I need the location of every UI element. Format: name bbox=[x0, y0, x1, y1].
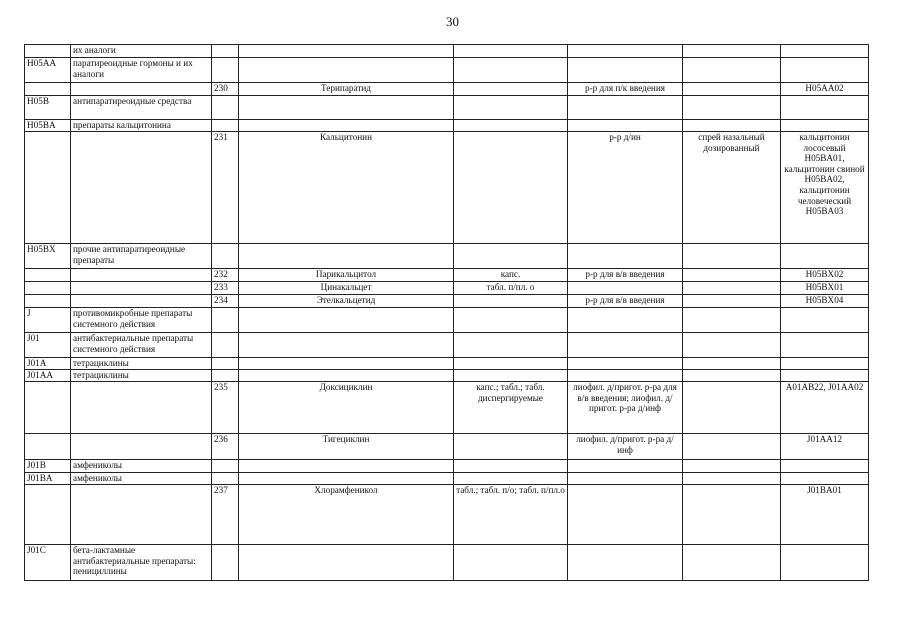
dosage-forms bbox=[454, 96, 568, 120]
atc-group-name: паратиреоидные гормоны и их аналоги bbox=[71, 58, 212, 83]
drug-name bbox=[239, 308, 454, 333]
injection-forms bbox=[568, 473, 683, 485]
atc-code bbox=[781, 244, 869, 269]
table-row bbox=[25, 358, 869, 370]
injection-forms: лиофил. д/пригот. р-ра для в/в введения; лиофил. д/пригот. р-ра д/инф bbox=[568, 382, 683, 434]
dosage-forms bbox=[454, 370, 568, 382]
drug-name bbox=[239, 333, 454, 358]
atc-group-code bbox=[25, 269, 71, 282]
item-number bbox=[212, 120, 239, 132]
item-number: 233 bbox=[212, 282, 239, 295]
drug-name bbox=[239, 120, 454, 132]
item-number: 235 bbox=[212, 382, 239, 434]
atc-code bbox=[781, 308, 869, 333]
injection-forms: р-р для в/в введения bbox=[568, 269, 683, 282]
atc-group-name bbox=[71, 132, 212, 244]
dosage-forms bbox=[454, 434, 568, 460]
atc-group-code: J bbox=[25, 308, 71, 333]
injection-forms bbox=[568, 96, 683, 120]
other-forms bbox=[683, 473, 781, 485]
item-number bbox=[212, 96, 239, 120]
item-number bbox=[212, 333, 239, 358]
atc-group-name bbox=[71, 485, 212, 545]
item-number bbox=[212, 308, 239, 333]
table-row bbox=[25, 545, 869, 581]
atc-group-code bbox=[25, 434, 71, 460]
injection-forms bbox=[568, 358, 683, 370]
drug-name: Цинакальцет bbox=[239, 282, 454, 295]
injection-forms bbox=[568, 282, 683, 295]
item-number bbox=[212, 473, 239, 485]
injection-forms bbox=[568, 460, 683, 473]
table-row bbox=[25, 83, 869, 96]
atc-group-name: прочие антипаратиреоидные препараты bbox=[71, 244, 212, 269]
atc-group-name: их аналоги bbox=[71, 45, 212, 58]
item-number: 232 bbox=[212, 269, 239, 282]
atc-group-code: J01 bbox=[25, 333, 71, 358]
other-forms bbox=[683, 460, 781, 473]
other-forms bbox=[683, 120, 781, 132]
drug-name bbox=[239, 370, 454, 382]
table-row bbox=[25, 269, 869, 282]
dosage-forms: табл. п/пл. о bbox=[454, 282, 568, 295]
atc-code bbox=[781, 370, 869, 382]
dosage-forms bbox=[454, 58, 568, 83]
dosage-forms bbox=[454, 545, 568, 581]
dosage-forms: капс. bbox=[454, 269, 568, 282]
atc-group-code: J01B bbox=[25, 460, 71, 473]
item-number bbox=[212, 460, 239, 473]
drug-name bbox=[239, 460, 454, 473]
other-forms: спрей назальный дозированный bbox=[683, 132, 781, 244]
table-row bbox=[25, 333, 869, 358]
drug-name bbox=[239, 473, 454, 485]
drug-name: Терипаратид bbox=[239, 83, 454, 96]
atc-group-name: амфениколы bbox=[71, 460, 212, 473]
drug-name bbox=[239, 545, 454, 581]
other-forms bbox=[683, 434, 781, 460]
other-forms bbox=[683, 58, 781, 83]
table-row bbox=[25, 132, 869, 244]
atc-code bbox=[781, 45, 869, 58]
item-number bbox=[212, 358, 239, 370]
atc-code: J01AA12 bbox=[781, 434, 869, 460]
atc-code bbox=[781, 333, 869, 358]
atc-group-code: J01BA bbox=[25, 473, 71, 485]
item-number: 237 bbox=[212, 485, 239, 545]
injection-forms: р-р д/ин bbox=[568, 132, 683, 244]
injection-forms bbox=[568, 244, 683, 269]
injection-forms bbox=[568, 58, 683, 83]
item-number bbox=[212, 244, 239, 269]
item-number bbox=[212, 545, 239, 581]
table-row bbox=[25, 434, 869, 460]
atc-group-name: бета-лактамные антибактериальные препараты: пенициллины bbox=[71, 545, 212, 581]
dosage-forms bbox=[454, 244, 568, 269]
drug-name: Кальцитонин bbox=[239, 132, 454, 244]
drug-name bbox=[239, 45, 454, 58]
atc-group-name: противомикробные препараты системного действия bbox=[71, 308, 212, 333]
dosage-forms bbox=[454, 132, 568, 244]
drug-name bbox=[239, 358, 454, 370]
item-number bbox=[212, 45, 239, 58]
atc-group-name bbox=[71, 83, 212, 96]
atc-group-code bbox=[25, 45, 71, 58]
atc-group-code: H05BX bbox=[25, 244, 71, 269]
dosage-forms: капс.; табл.; табл. диспергируемые bbox=[454, 382, 568, 434]
dosage-forms bbox=[454, 308, 568, 333]
atc-code: H05BX01 bbox=[781, 282, 869, 295]
other-forms bbox=[683, 308, 781, 333]
drug-name bbox=[239, 96, 454, 120]
table-row bbox=[25, 282, 869, 295]
item-number: 231 bbox=[212, 132, 239, 244]
table-row bbox=[25, 473, 869, 485]
atc-code: H05BX02 bbox=[781, 269, 869, 282]
drug-name: Парикальцитол bbox=[239, 269, 454, 282]
atc-group-name: препараты кальцитонина bbox=[71, 120, 212, 132]
dosage-forms bbox=[454, 45, 568, 58]
item-number bbox=[212, 370, 239, 382]
dosage-forms bbox=[454, 460, 568, 473]
atc-group-code bbox=[25, 282, 71, 295]
atc-group-name: тетрациклины bbox=[71, 370, 212, 382]
table-row bbox=[25, 370, 869, 382]
table-row bbox=[25, 244, 869, 269]
injection-forms: р-р для п/к введения bbox=[568, 83, 683, 96]
table-row bbox=[25, 295, 869, 308]
injection-forms bbox=[568, 485, 683, 545]
drug-name bbox=[239, 58, 454, 83]
other-forms bbox=[683, 96, 781, 120]
atc-group-code: H05AA bbox=[25, 58, 71, 83]
drug-name: Этелкальцетид bbox=[239, 295, 454, 308]
injection-forms: р-р для в/в введения bbox=[568, 295, 683, 308]
other-forms bbox=[683, 382, 781, 434]
dosage-forms: табл.; табл. п/о; табл. п/пл.о bbox=[454, 485, 568, 545]
table-row bbox=[25, 120, 869, 132]
atc-code bbox=[781, 460, 869, 473]
other-forms bbox=[683, 83, 781, 96]
atc-code: H05AA02 bbox=[781, 83, 869, 96]
other-forms bbox=[683, 244, 781, 269]
atc-group-name: тетрациклины bbox=[71, 358, 212, 370]
other-forms bbox=[683, 295, 781, 308]
atc-code: A01AB22, J01AA02 bbox=[781, 382, 869, 434]
drug-name: Хлорамфеникол bbox=[239, 485, 454, 545]
atc-group-name bbox=[71, 295, 212, 308]
injection-forms bbox=[568, 308, 683, 333]
page-number: 30 bbox=[446, 14, 459, 29]
item-number: 234 bbox=[212, 295, 239, 308]
other-forms bbox=[683, 545, 781, 581]
table-row bbox=[25, 460, 869, 473]
dosage-forms bbox=[454, 295, 568, 308]
atc-code bbox=[781, 358, 869, 370]
atc-code bbox=[781, 473, 869, 485]
dosage-forms bbox=[454, 473, 568, 485]
table-row bbox=[25, 382, 869, 434]
drug-name bbox=[239, 244, 454, 269]
item-number: 230 bbox=[212, 83, 239, 96]
atc-group-name: антибактериальные препараты системного действия bbox=[71, 333, 212, 358]
item-number bbox=[212, 58, 239, 83]
table-row bbox=[25, 96, 869, 120]
atc-group-code bbox=[25, 485, 71, 545]
other-forms bbox=[683, 333, 781, 358]
atc-group-code: J01C bbox=[25, 545, 71, 581]
atc-group-code: H05BA bbox=[25, 120, 71, 132]
drug-list-table bbox=[24, 44, 869, 581]
injection-forms bbox=[568, 333, 683, 358]
item-number: 236 bbox=[212, 434, 239, 460]
atc-group-code bbox=[25, 295, 71, 308]
atc-group-code bbox=[25, 83, 71, 96]
other-forms bbox=[683, 370, 781, 382]
other-forms bbox=[683, 282, 781, 295]
atc-group-name bbox=[71, 382, 212, 434]
drug-name: Тигециклин bbox=[239, 434, 454, 460]
injection-forms bbox=[568, 45, 683, 58]
other-forms bbox=[683, 45, 781, 58]
table-row bbox=[25, 58, 869, 83]
table-row bbox=[25, 45, 869, 58]
atc-group-code bbox=[25, 132, 71, 244]
other-forms bbox=[683, 269, 781, 282]
table-row bbox=[25, 308, 869, 333]
atc-code bbox=[781, 58, 869, 83]
other-forms bbox=[683, 485, 781, 545]
atc-code bbox=[781, 545, 869, 581]
atc-group-name: антипаратиреоидные средства bbox=[71, 96, 212, 120]
injection-forms bbox=[568, 370, 683, 382]
atc-code: кальцитонин лососевый H05BA01, кальцитонин свиной H05BA02, кальцитонин человеческий H05BA03 bbox=[781, 132, 869, 244]
atc-code bbox=[781, 120, 869, 132]
dosage-forms bbox=[454, 333, 568, 358]
injection-forms bbox=[568, 120, 683, 132]
injection-forms: лиофил. д/пригот. р-ра д/инф bbox=[568, 434, 683, 460]
other-forms bbox=[683, 358, 781, 370]
injection-forms bbox=[568, 545, 683, 581]
atc-group-code: J01AA bbox=[25, 370, 71, 382]
atc-code: J01BA01 bbox=[781, 485, 869, 545]
atc-group-name: амфениколы bbox=[71, 473, 212, 485]
dosage-forms bbox=[454, 358, 568, 370]
table-row bbox=[25, 485, 869, 545]
atc-group-code: H05B bbox=[25, 96, 71, 120]
drug-name: Доксициклин bbox=[239, 382, 454, 434]
atc-group-code: J01A bbox=[25, 358, 71, 370]
atc-group-name bbox=[71, 269, 212, 282]
dosage-forms bbox=[454, 83, 568, 96]
atc-group-name bbox=[71, 282, 212, 295]
atc-group-name bbox=[71, 434, 212, 460]
atc-code bbox=[781, 96, 869, 120]
dosage-forms bbox=[454, 120, 568, 132]
atc-code: H05BX04 bbox=[781, 295, 869, 308]
atc-group-code bbox=[25, 382, 71, 434]
